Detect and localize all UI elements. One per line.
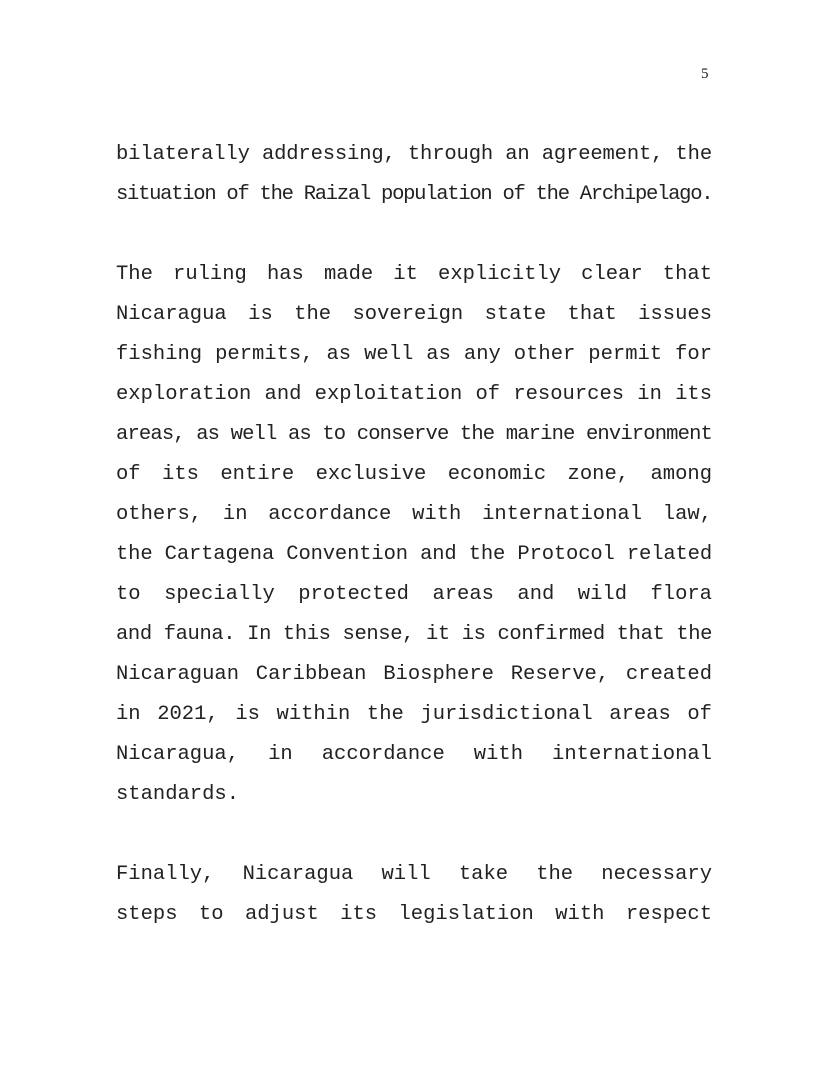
text-line: Nicaragua, in accordance with international [116,743,712,766]
page-number: 5 [701,66,709,82]
text-line: exploration and exploitation of resources in its [116,383,712,406]
paragraph [116,138,712,218]
text-line: Nicaragua is the sovereign state that issues [116,303,712,326]
text-line: areas, as well as to conserve the marine environment [116,423,712,446]
text-line: to specially protected areas and wild flora [116,583,712,606]
text-line: of its entire exclusive economic zone, among [116,463,712,486]
text-line: standards. [116,783,240,806]
text-line: fishing permits, as well as any other permit for [116,343,712,366]
document-body [116,138,712,938]
text-line: steps to adjust its legislation with respect [116,903,712,926]
text-line: Finally, Nicaragua will take the necessary [116,863,712,886]
text-line: in 2021, is within the jurisdictional areas of [116,703,712,726]
text-line: others, in accordance with international law, [116,503,712,526]
paragraph [116,258,712,818]
text-line: the Cartagena Convention and the Protocol related [116,543,712,566]
text-line: and fauna. In this sense, it is confirmed that the [116,623,712,646]
paragraph-gap [116,818,712,858]
text-line: Nicaraguan Caribbean Biosphere Reserve, created [116,663,712,686]
text-line: situation of the Raizal population of the Archipelago. [116,183,712,206]
text-line: The ruling has made it explicitly clear that [116,263,712,286]
paragraph [116,858,712,938]
text-line: bilaterally addressing, through an agreement, the [116,143,712,166]
paragraph-gap [116,218,712,258]
